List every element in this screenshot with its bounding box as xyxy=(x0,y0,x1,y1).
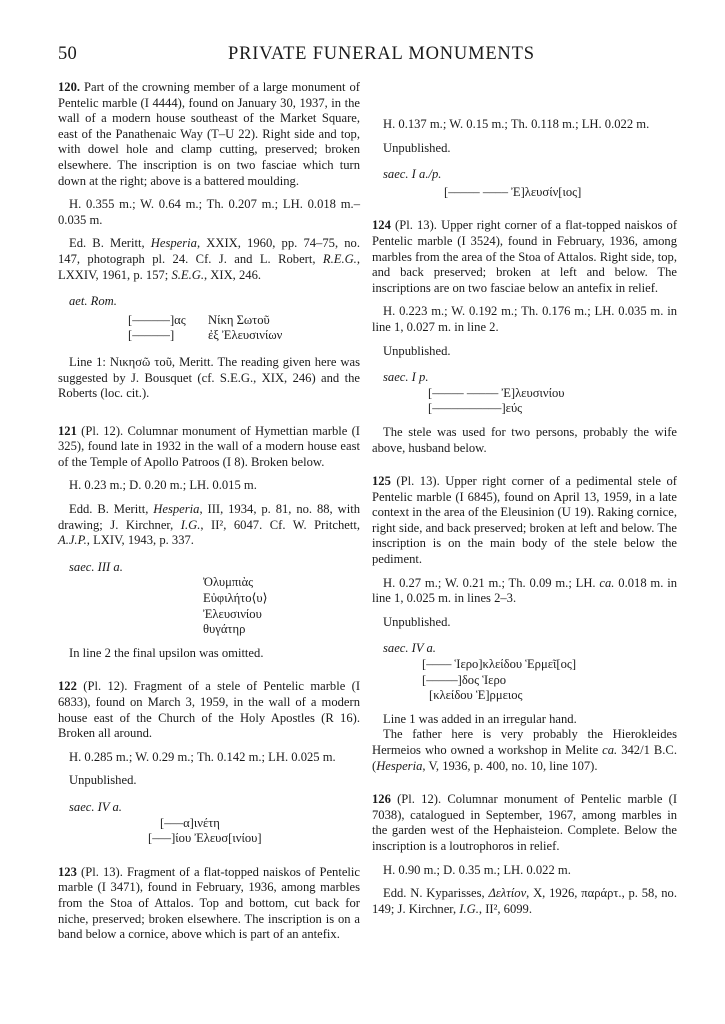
entry-120-commentary: Line 1: Νικησῶ τοῦ, Meritt. The reading given here was suggested by J. Bousquet (cf. S.E.G., XIX, 246) and the Roberts (loc. cit.). xyxy=(58,354,360,401)
entry-123 xyxy=(58,865,360,943)
inscription-line: [––––––]ας Νίκη Σωτοῦ xyxy=(128,312,270,327)
entry-124-inscription xyxy=(372,386,677,417)
inscription-line: [–––– Ἱερο]κλείδου Ἑρμεῖ[ος] xyxy=(422,657,577,672)
entry-123-continued xyxy=(372,117,677,200)
entry-125-inscription xyxy=(372,657,677,704)
entry-124-status: Unpublished. xyxy=(383,343,451,358)
page-number: 50 xyxy=(58,44,77,64)
entry-121 xyxy=(58,424,360,662)
entry-121-inscription xyxy=(58,575,360,637)
entry-120 xyxy=(58,80,360,402)
entry-124-description: 124 (Pl. 13). Upper right corner of a flat-topped naiskos of Pentelic marble (I 3524), found in February, 1936, among marbles from the area of the Stoa of Attalos. Right side, top, and back preserved; broken at left and below. The inscriptions are on two fasciae below an antefix in relief. xyxy=(372,218,678,295)
entry-123-description: 123 (Pl. 13). Fragment of a flat-topped naiskos of Pentelic marble (I 3471), found in February, 1936, among marbles from the Stoa of Attalos. Top and bottom, cut back for niche, preserved; broken elsewhere. The inscription is on a band below a cornice, above which is part of an antefix. xyxy=(58,864,361,942)
entry-120-description: 120. Part of the crowning member of a large monument of Pentelic marble (I 4444), found on January 30, 1937, in the wall of a modern house southeast of the Market Square, east of the Panathenaic Way (T–U 22). Right side and top, with dowel hole and clamp cutting, preserved; broken elsewhere. The inscription is on two fasciae which turn down at the right; above is a battered moulding. xyxy=(58,80,360,188)
left-column xyxy=(58,80,360,943)
entry-124-dimensions: H. 0.223 m.; W. 0.192 m.; Th. 0.176 m.; LH. 0.035 m. in line 1, 0.027 m. in line 2. xyxy=(372,304,677,334)
entry-126-description: 126 (Pl. 12). Columnar monument of Pentelic marble (I 7038), catalogued in September, 1967, among marbles in the garden west of the Hephaisteion. Complete. Below the inscription is a loutrophoros in relief. xyxy=(372,792,678,853)
entry-number: 125 xyxy=(372,474,391,489)
entry-126-dimensions: H. 0.90 m.; D. 0.35 m.; LH. 0.022 m. xyxy=(383,862,571,877)
inscription-line: [κλείδου Ἑ]ρμειος xyxy=(429,688,523,703)
entry-123-dimensions: H. 0.137 m.; W. 0.15 m.; Th. 0.118 m.; LH. 0.022 m. xyxy=(383,117,650,131)
entry-123-status: Unpublished. xyxy=(383,140,451,155)
entry-124 xyxy=(372,218,677,456)
inscription-line: Ἐλευσινίου xyxy=(203,606,262,621)
inscription-line: [––––– ––––– Ἐ]λευσινίου xyxy=(428,385,565,400)
inscription-line: [–––]ίου Ἐλευσ[ινίου] xyxy=(148,831,262,846)
entry-124-commentary: The stele was used for two persons, probably the wife above, husband below. xyxy=(372,424,677,455)
entry-number: 120. xyxy=(58,80,81,94)
entry-121-bibliography: Edd. B. Meritt, Hesperia, III, 1934, p. 81, no. 88, with drawing; J. Kirchner, I.G., II², 6047. Cf. W. Pritchett, A.J.P., LXIV, 1943, p. 337. xyxy=(58,502,360,548)
entry-120-bibliography: Ed. B. Meritt, Hesperia, XXIX, 1960, pp. 74–75, no. 147, photograph pl. 24. Cf. J. and L. Robert, R.E.G., LXXIV, 1961, p. 157; S.E.G., XIX, 246. xyxy=(58,236,360,282)
inscription-line: [––––– –––– Ἐ]λευσίν[ιος] xyxy=(444,184,582,199)
entry-number: 124 xyxy=(372,218,391,233)
right-column xyxy=(372,80,677,917)
entry-122-description: 122 (Pl. 12). Fragment of a stele of Pentelic marble (I 6833), found on March 3, 1959, in the wall of a modern house east of the Church of the Holy Apostles (R 16). Broken all around. xyxy=(58,679,361,741)
entry-121-date: saec. III a. xyxy=(69,559,123,574)
entry-122-date: saec. IV a. xyxy=(69,799,122,814)
entry-122-dimensions: H. 0.285 m.; W. 0.29 m.; Th. 0.142 m.; LH. 0.025 m. xyxy=(69,749,336,764)
entry-122-inscription xyxy=(58,816,360,847)
inscription-line: [–––––––––––]εύς xyxy=(428,401,523,416)
entry-123-date: saec. I a./p. xyxy=(383,167,442,182)
entry-121-commentary: In line 2 the final upsilon was omitted. xyxy=(69,645,264,660)
inscription-line: [–––––]δος Ἱερο xyxy=(422,672,507,687)
entry-125-description: 125 (Pl. 13). Upper right corner of a pedimental stele of Pentelic marble (I 6845), found on April 13, 1959, in a late context in the area of the Eleusinion (U 19). Raking cornice, right side, and back preserved; broken at left and below. The inscription is on the main body of the stele below the pediment. xyxy=(372,474,677,567)
entry-120-date: aet. Rom. xyxy=(69,294,117,309)
inscription-line: Εὐφιλήτο⟨υ⟩ xyxy=(203,591,268,606)
entry-number: 121 xyxy=(58,423,77,438)
entry-125-status: Unpublished. xyxy=(383,614,451,629)
entry-121-dimensions: H. 0.23 m.; D. 0.20 m.; LH. 0.015 m. xyxy=(69,478,257,493)
entry-125-date: saec. IV a. xyxy=(383,641,436,656)
entry-122 xyxy=(58,679,360,846)
entry-121-description: 121 (Pl. 12). Columnar monument of Hymettian marble (I 325), found late in 1932 in the wall of a modern house east of the Temple of Apollo Patroos (I 8). Broken below. xyxy=(58,423,360,469)
entry-125 xyxy=(372,474,677,774)
entry-124-date: saec. I p. xyxy=(383,370,429,385)
running-header xyxy=(58,44,688,68)
entry-120-dimensions: H. 0.355 m.; W. 0.64 m.; Th. 0.207 m.; LH. 0.018 m.–0.035 m. xyxy=(58,197,360,227)
inscription-line: Ὀλυμπιὰς xyxy=(203,575,254,590)
entry-126-bibliography: Edd. N. Kyparisses, Δελτίον, X, 1926, παράρτ., p. 58, no. 149; J. Kirchner, I.G., II², 6099. xyxy=(372,886,677,916)
entry-122-status: Unpublished. xyxy=(69,773,137,788)
entry-number: 123 xyxy=(58,864,77,879)
running-title: PRIVATE FUNERAL MONUMENTS xyxy=(228,44,535,64)
inscription-line: [–––α]ινέτη xyxy=(160,815,220,830)
entry-125-commentary: Line 1 was added in an irregular hand. xyxy=(383,711,577,726)
entry-number: 122 xyxy=(58,679,77,694)
entry-125-dimensions: H. 0.27 m.; W. 0.21 m.; Th. 0.09 m.; LH. ca. 0.018 m. in line 1, 0.025 m. in lines 2–3. xyxy=(372,575,677,606)
entry-123-inscription xyxy=(372,185,677,201)
entry-number: 126 xyxy=(372,792,391,807)
inscription-line: [––––––] ἐξ Ἐλευσινίων xyxy=(128,328,283,343)
entry-126 xyxy=(372,792,677,917)
inscription-line: θυγάτηρ xyxy=(203,622,246,637)
entry-125-commentary-2: The father here is very probably the Hierokleides Hermeios who owned a workshop in Melite ca. 342/1 B.C. (Hesperia, V, 1936, p. 400, no. 10, line 107). xyxy=(372,727,677,773)
entry-120-inscription xyxy=(58,313,360,344)
